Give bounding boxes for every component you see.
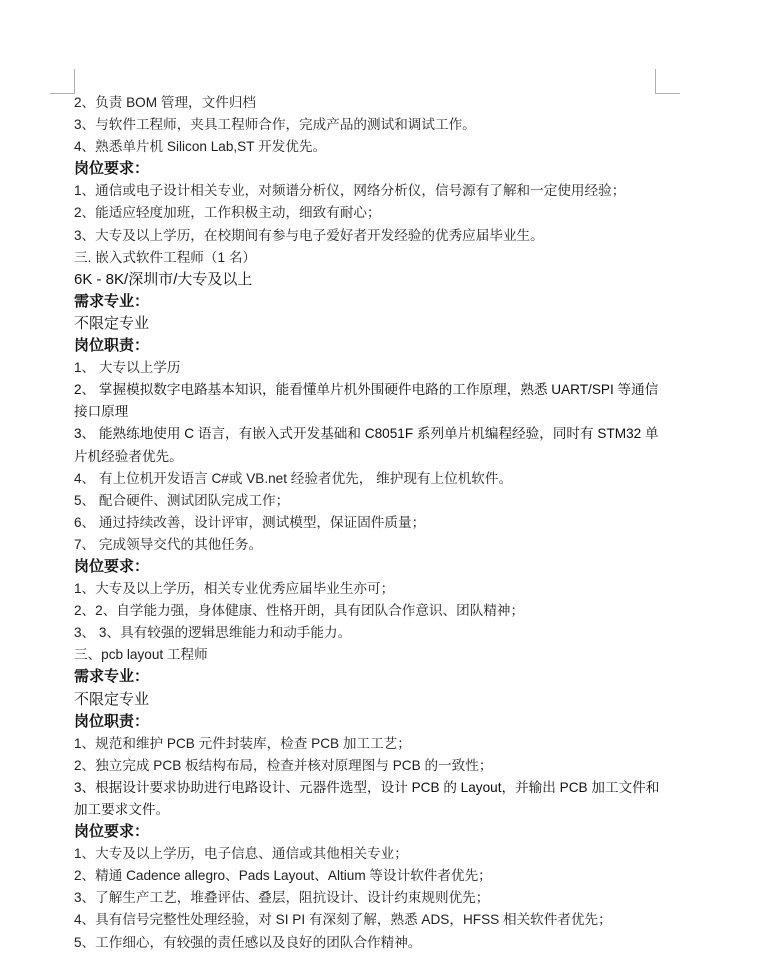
text-line: 4、熟悉单片机 Silicon Lab,ST 开发优先。 [74, 139, 327, 155]
text-line: 1、规范和维护 PCB 元件封装库，检查 PCB 加工工艺； [74, 735, 411, 751]
job-summary: 6K - 8K/深圳市/大专及以上 [74, 270, 253, 288]
text-line: 5、工作细心，有较强的责任感以及良好的团队合作精神。 [74, 934, 422, 950]
text-line: 3、与软件工程师，夹具工程师合作，完成产品的测试和调试工作。 [74, 117, 476, 133]
text-line: 3、 3、具有较强的逻辑思维能力和动手能力。 [74, 625, 352, 641]
text-line: 不限定专业 [74, 690, 150, 708]
section-heading: 岗位职责： [74, 337, 150, 355]
section-heading: 需求专业： [74, 668, 150, 686]
text-line: 2、负责 BOM 管理，文件归档 [74, 95, 257, 110]
text-line: 1、 大专以上学历 [74, 360, 181, 376]
section-heading: 岗位要求： [74, 823, 150, 841]
text-line: 2、精通 Cadence allegro、Pads Layout、Altium 等设计软件者优先； [74, 868, 492, 884]
text-line: 5、 配合硬件、测试团队完成工作； [74, 492, 290, 508]
text-line: 1、大专及以上学历，相关专业优秀应届毕业生亦可； [74, 581, 395, 597]
section-heading: 需求专业： [74, 292, 150, 310]
document-body[interactable] [74, 92, 664, 954]
text-line: 3、大专及以上学历，在校期间有参与电子爱好者开发经验的优秀应届毕业生。 [74, 227, 544, 243]
text-line: 不限定专业 [74, 314, 150, 332]
text-line: 2、独立完成 PCB 板结构布局，检查并核对原理图与 PCB 的一致性； [74, 757, 493, 773]
text-line: 1、通信或电子设计相关专业，对频谱分析仪，网络分析仪，信号源有了解和一定使用经验； [74, 183, 626, 199]
margin-corner-mark-top-right [655, 69, 680, 94]
text-line: 4、具有信号完整性处理经验，对 SI PI 有深刻了解，熟悉 ADS，HFSS 相关软件者优先； [74, 912, 612, 928]
job-title: 三、pcb layout 工程师 [74, 647, 208, 663]
text-line: 1、大专及以上学历，电子信息、通信或其他相关专业； [74, 846, 408, 862]
margin-corner-mark-top-left [50, 69, 75, 94]
text-line: 2、 掌握模拟数字电路基本知识，能看懂单片机外围硬件电路的工作原理，熟悉 UART/SPI 等通信接口原理 [74, 382, 659, 420]
job-title: 三. 嵌入式软件工程师（1 名） [74, 249, 257, 265]
text-line: 2、2、自学能力强，身体健康、性格开朗，具有团队合作意识、团队精神； [74, 603, 525, 619]
section-heading: 岗位要求： [74, 557, 150, 575]
text-line: 7、 完成领导交代的其他任务。 [74, 536, 263, 552]
section-heading: 岗位要求： [74, 160, 150, 178]
text-line: 6、 通过持续改善，设计评审，测试模型，保证固件质量； [74, 514, 426, 530]
section-heading: 岗位职责： [74, 712, 150, 730]
text-line: 3、 能熟练地使用 C 语言，有嵌入式开发基础和 C8051F 系列单片机编程经验，同时有 STM32 单片机经验者优先。 [74, 426, 659, 464]
text-line: 2、能适应轻度加班，工作积极主动，细致有耐心； [74, 205, 381, 221]
text-line: 3、根据设计要求协助进行电路设计、元器件选型，设计 PCB 的 Layout，并输出 PCB 加工文件和加工要求文件。 [74, 779, 660, 817]
text-line: 3、了解生产工艺，堆叠评估、叠层，阻抗设计、设计约束规则优先； [74, 890, 490, 906]
text-line: 4、 有上位机开发语言 C#或 VB.net 经验者优先， 维护现有上位机软件。 [74, 470, 513, 486]
